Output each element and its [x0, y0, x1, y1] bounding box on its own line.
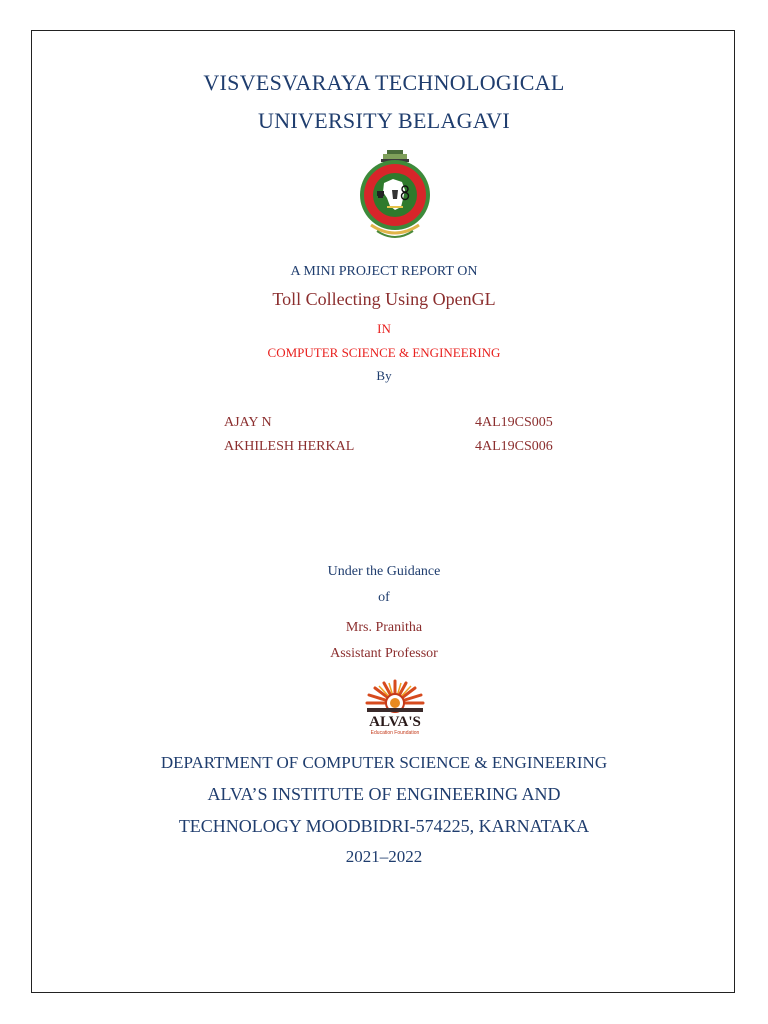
academic-year: 2021–2022 [345, 847, 423, 866]
department-name: DEPARTMENT OF COMPUTER SCIENCE & ENGINEERING [160, 753, 608, 772]
university-name-line1: VISVESVARAYA TECHNOLOGICAL [203, 70, 565, 95]
student-usn: 4AL19CS006 [475, 439, 553, 454]
by-label: By [376, 368, 392, 383]
field-of-study: COMPUTER SCIENCE & ENGINEERING [267, 345, 501, 360]
project-title: Toll Collecting Using OpenGL [272, 289, 496, 309]
institution-name-line1: ALVA’S INSTITUTE OF ENGINEERING AND [207, 784, 561, 804]
student-usn: 4AL19CS005 [475, 415, 553, 430]
student-name: AKHILESH HERKAL [224, 439, 355, 454]
institution-name-line2: TECHNOLOGY MOODBIDRI-574225, KARNATAKA [178, 816, 590, 836]
alvas-logo-icon [353, 677, 437, 737]
student-name: AJAY N [224, 415, 272, 430]
vtu-emblem-icon [357, 149, 433, 241]
university-name-line2: UNIVERSITY BELAGAVI [258, 108, 510, 133]
in-label: IN [377, 321, 391, 336]
report-intro: A MINI PROJECT REPORT ON [290, 264, 478, 279]
svg-text:Education Foundation: Education Foundation [370, 730, 420, 736]
svg-text:ALVA'S: ALVA'S [369, 714, 421, 730]
guide-name: Mrs. Pranitha [345, 620, 423, 635]
guidance-of-label: of [378, 590, 390, 605]
guidance-label: Under the Guidance [327, 564, 441, 579]
guide-designation: Assistant Professor [330, 646, 438, 661]
